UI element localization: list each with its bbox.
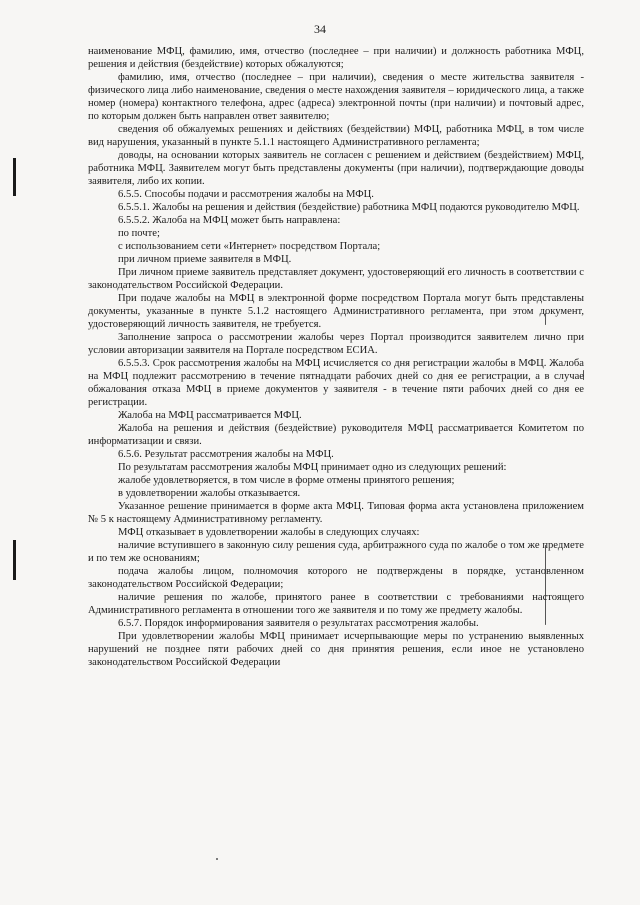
list-item: с использованием сети «Интернет» посредством Портала; (118, 241, 381, 252)
paragraph: Жалоба на решения и действия (бездействие) руководителя МФЦ рассматривается Комитетом по информатизации и связи. (88, 423, 584, 447)
paragraph: Заполнение запроса о рассмотрении жалобы через Портал производится заявителем лично при условии авторизации заявителя на Портале посредством ЕСИА. (88, 332, 584, 356)
list-item: наличие вступившего в законную силу решения суда, арбитражного суда по жалобе о том же предмете и по тем же основаниям; (88, 540, 584, 564)
scan-margin-mark-bottom (13, 540, 16, 580)
paragraph: сведения об обжалуемых решениях и действиях (бездействии) МФЦ, работника МФЦ, в том числе вид нарушения, указанный в пункте 5.1.1 настоящего Административного регламента; (88, 124, 584, 148)
page-number: 34 (314, 22, 326, 36)
paragraph: 6.5.5.2. Жалоба на МФЦ может быть направлена: (118, 215, 341, 226)
scan-margin-mark-top (13, 158, 16, 196)
list-item: наличие решения по жалобе, принятого ранее в соответствии с требованиями настоящего Административного регламента в отношении того же заявителя и по тому же предмету жалобы. (88, 592, 584, 616)
list-item: по почте; (118, 228, 160, 239)
paragraph: МФЦ отказывает в удовлетворении жалобы в следующих случаях: (118, 527, 420, 538)
list-item: подача жалобы лицом, полномочия которого не подтверждены в порядке, установленном законодательством Российской Федерации; (88, 566, 584, 590)
paragraph: 6.5.5.1. Жалобы на решения и действия (бездействие) работника МФЦ подаются руководителю МФЦ. (118, 202, 580, 213)
paragraph: наименование МФЦ, фамилию, имя, отчество (последнее – при наличии) и должность работника МФЦ, решения и действия (бездействие) которых обжалуются; (88, 46, 584, 70)
scan-speck (216, 858, 218, 860)
paragraph: 6.5.5.3. Срок рассмотрения жалобы на МФЦ исчисляется со дня регистрации жалобы в МФЦ. Жалоба на МФЦ подлежит рассмотрению в течение пятнадцати рабочих дней со дня ее регистрации, а в случае обжалования отказа МФЦ в приеме документов у заявителя - в течение пяти рабочих дней со дня ее регистрации. (88, 358, 584, 408)
list-item: жалобе удовлетворяется, в том числе в форме отмены принятого решения; (118, 475, 455, 486)
list-item: при личном приеме заявителя в МФЦ. (118, 254, 292, 265)
paragraph: По результатам рассмотрения жалобы МФЦ принимает одно из следующих решений: (118, 462, 507, 473)
section-heading: 6.5.7. Порядок информирования заявителя о результатах рассмотрения жалобы. (118, 618, 479, 629)
paragraph: При личном приеме заявитель представляет документ, удостоверяющий его личность в соответствии с законодательством Российской Федерации. (88, 267, 584, 291)
paragraph: фамилию, имя, отчество (последнее – при наличии), сведения о месте жительства заявителя - физического лица либо наименование, сведения о месте нахождения заявителя – юридического лица, а также номер (номера) контактного телефона, адрес (адреса) электронной почты (при наличии) и почтовый адрес, по которым должен быть направлен ответ заявителю; (88, 72, 584, 122)
section-heading: 6.5.5. Способы подачи и рассмотрения жалобы на МФЦ. (118, 189, 374, 200)
paragraph: Жалоба на МФЦ рассматривается МФЦ. (118, 410, 302, 421)
document-body (88, 45, 584, 669)
paragraph: доводы, на основании которых заявитель не согласен с решением и действием (бездействием) МФЦ, работника МФЦ. Заявителем могут быть представлены документы (при наличии), подтверждающие доводы заявителя, либо их копии. (88, 150, 584, 187)
list-item: в удовлетворении жалобы отказывается. (118, 488, 301, 499)
section-heading: 6.5.6. Результат рассмотрения жалобы на МФЦ. (118, 449, 334, 460)
paragraph: При подаче жалобы на МФЦ в электронной форме посредством Портала могут быть представлены документы, указанные в пункте 5.1.2 настоящего Административного регламента, при этом документ, удостоверяющий личность заявителя, не требуется. (88, 293, 584, 330)
paragraph: При удовлетворении жалобы МФЦ принимает исчерпывающие меры по устранению выявленных нарушений не позднее пяти рабочих дней со дня принятия решения, если иное не установлено законодательством Российской Федерации (88, 631, 584, 668)
paragraph: Указанное решение принимается в форме акта МФЦ. Типовая форма акта установлена приложением № 5 к настоящему Административному регламенту. (88, 501, 584, 525)
